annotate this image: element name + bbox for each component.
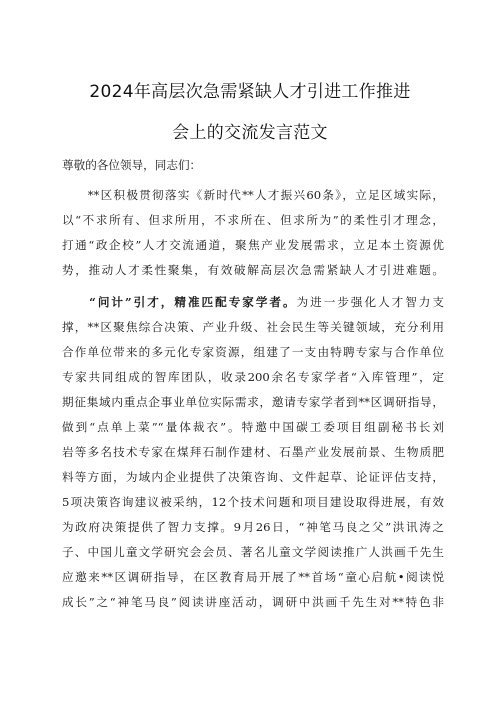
- paragraph-2-line-1: “问计”引才，精准匹配专家学者。为进一步强化人才智力支: [89, 295, 444, 309]
- paragraph-2-line-3: 合作单位带来的多元化专家资源，组建了一支由特聘专家与合作单位: [62, 345, 444, 359]
- paragraph-2-line-10: 为政府决策提供了智力支撑。9月26日，“神笔马良之父”洪讯涛之: [62, 520, 444, 534]
- paragraph-1-line-2: 以“不求所有、但求所用，不求所在、但求所为”的柔性引才理念，: [62, 213, 444, 227]
- paragraph-1-line-3: 打通“政企校”人才交流通道，聚焦产业发展需求，立足本土资源优: [62, 238, 444, 252]
- paragraph-2-line-5: 期征集域内重点企事业单位实际需求，邀请专家学者到**区调研指导，: [62, 395, 444, 409]
- paragraph-1-line-1: **区积极贯彻落实《新时代**人才振兴60条》，立足区域实际，: [62, 188, 444, 202]
- paragraph-2-line-8: 料等方面，为域内企业提供了决策咨询、文件起草、论证评估支持，: [62, 470, 444, 484]
- paragraph-2-line-12: 应邀来**区调研指导，在区教育局开展了**首场“童心启航•阅读悦: [62, 570, 444, 584]
- paragraph-2-line-6: 做到“点单上菜”“量体裁衣”。特邀中国碳工委项目组副秘书长刘: [62, 420, 444, 434]
- paragraph-2-line-9: 5项决策咨询建议被采纳，12个技术问题和项目建设取得进展，有效: [62, 495, 444, 509]
- paragraph-2-line-4: 专家共同组成的智库团队，收录200余名专家学者“入库管理”，定: [62, 370, 444, 384]
- paragraph-2-line-7: 岩等多名技术专家在煤拜石制作建材、石墨产业发展前景、生物质肥: [62, 445, 444, 459]
- section-heading: “问计”引才，精准匹配专家学者。: [89, 295, 297, 309]
- paragraph-2-line-2: 撑，**区聚焦综合决策、产业升级、社会民生等关键领域，充分利用: [62, 320, 444, 334]
- salutation: 尊敬的各位领导，同志们：: [62, 158, 202, 172]
- document-title-line-2: 会上的交流发言范文: [172, 123, 328, 143]
- paragraph-1-line-4: 势，推动人才柔性聚集，有效破解高层次急需紧缺人才引进难题。: [62, 263, 444, 277]
- paragraph-2-line-13: 成长”之“神笔马良”阅读讲座活动，调研中洪画千先生对**特色非: [62, 595, 444, 609]
- paragraph-2-line-11: 子、中国儿童文学研究会会员、著名儿童文学阅读推广人洪画千先生: [62, 545, 444, 559]
- document-title-line-1: 2024年高层次急需紧缺人才引进工作推进: [89, 82, 411, 102]
